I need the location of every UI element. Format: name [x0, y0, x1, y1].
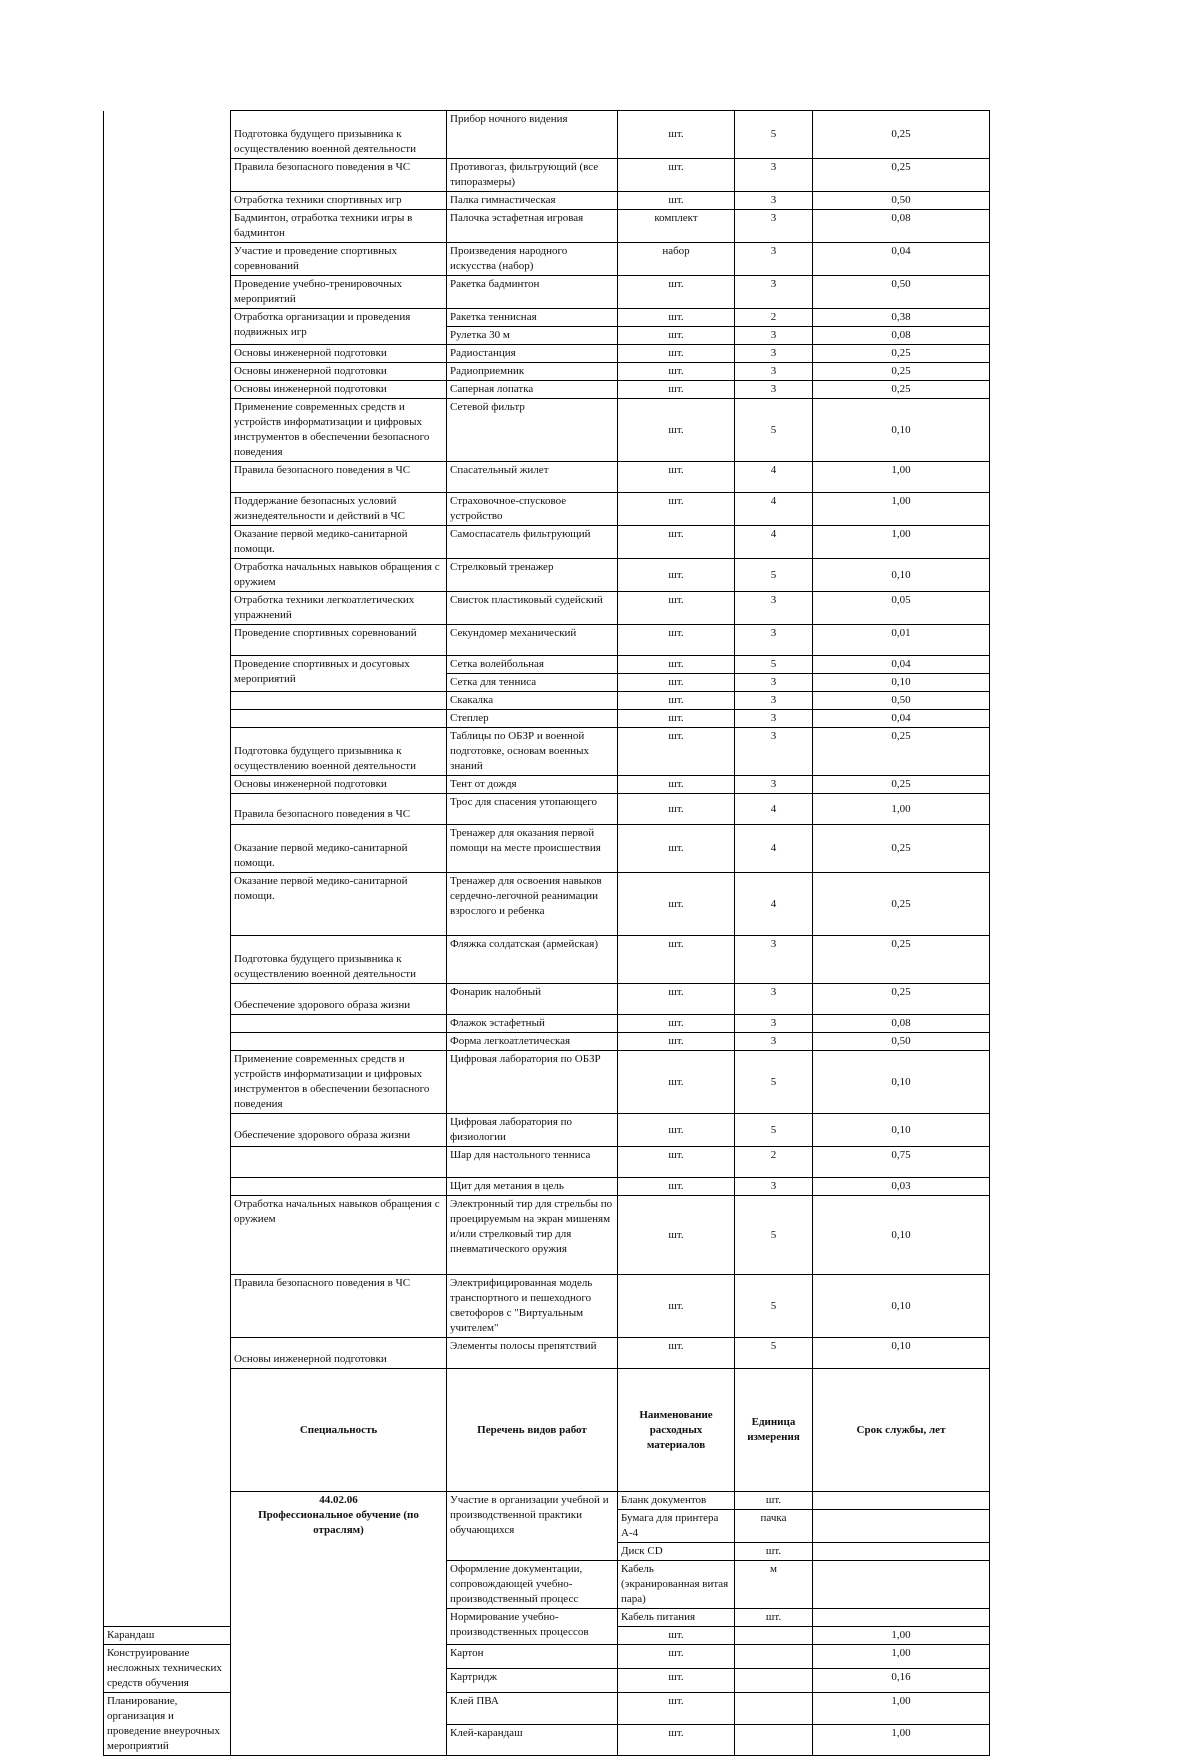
- material-cell: Спасательный жилет: [447, 462, 618, 493]
- need-cell: 0,50: [813, 276, 990, 309]
- work-cell: Оформление документации, сопровождающей учебно-производственный процесс: [447, 1561, 618, 1609]
- need-cell: 0,25: [813, 936, 990, 984]
- term-cell: 4: [735, 462, 813, 493]
- unit-cell: шт.: [618, 1114, 735, 1147]
- term-cell: 3: [735, 1015, 813, 1033]
- table-row: [104, 462, 990, 493]
- material-cell: Ракетка бадминтон: [447, 276, 618, 309]
- specialty-name: Профессиональное обучение (по отраслям): [258, 1509, 419, 1536]
- unit-cell: шт.: [618, 674, 735, 692]
- term-cell: [735, 1627, 813, 1645]
- table-row: [104, 1147, 990, 1178]
- need-cell: 0,50: [813, 692, 990, 710]
- work-cell: Основы инженерной подготовки: [231, 1338, 447, 1369]
- term-cell: 3: [735, 776, 813, 794]
- need-cell: 0,08: [813, 210, 990, 243]
- unit-cell: шт.: [618, 309, 735, 327]
- table-row: [104, 794, 990, 825]
- material-cell: Тренажер для оказания первой помощи на месте происшествия: [447, 825, 618, 873]
- table-row: [104, 1492, 990, 1510]
- term-cell: 3: [735, 710, 813, 728]
- material-cell: Сетка для тенниса: [447, 674, 618, 692]
- table-row: [104, 559, 990, 592]
- unit-cell: шт.: [618, 1645, 735, 1669]
- table-row: [104, 243, 990, 276]
- header-term: Срок службы, лет: [813, 1369, 990, 1492]
- material-cell: Картридж: [447, 1669, 618, 1693]
- unit-cell: шт.: [618, 559, 735, 592]
- need-cell: 0,25: [813, 111, 990, 159]
- material-cell: Бланк документов: [618, 1492, 735, 1510]
- work-cell: Нормирование учебно-производственных процессов: [447, 1609, 618, 1645]
- need-cell: 0,25: [813, 381, 990, 399]
- need-cell: 0,10: [813, 1275, 990, 1338]
- need-cell: 0,25: [813, 363, 990, 381]
- unit-cell: шт.: [618, 1033, 735, 1051]
- unit-cell: шт.: [618, 728, 735, 776]
- term-cell: 5: [735, 1114, 813, 1147]
- work-cell: Участие и проведение спортивных соревнований: [231, 243, 447, 276]
- term-cell: [813, 1510, 990, 1543]
- unit-cell: шт.: [618, 276, 735, 309]
- term-cell: 3: [735, 243, 813, 276]
- term-cell: 3: [735, 728, 813, 776]
- material-cell: Шар для настольного тенниса: [447, 1147, 618, 1178]
- table-row: [104, 159, 990, 192]
- unit-cell: шт.: [618, 192, 735, 210]
- work-cell: Правила безопасного поведения в ЧС: [231, 159, 447, 192]
- work-cell: Конструирование несложных технических средств обучения: [104, 1645, 231, 1693]
- need-cell: 0,10: [813, 399, 990, 462]
- material-cell: Форма легкоатлетическая: [447, 1033, 618, 1051]
- need-cell: 0,25: [813, 159, 990, 192]
- material-cell: Саперная лопатка: [447, 381, 618, 399]
- term-cell: 3: [735, 1033, 813, 1051]
- table-header-row: [104, 1369, 990, 1492]
- material-cell: Ракетка теннисная: [447, 309, 618, 327]
- table-row: [104, 710, 990, 728]
- work-cell: Отработка техники легкоатлетических упражнений: [231, 592, 447, 625]
- material-cell: Палочка эстафетная игровая: [447, 210, 618, 243]
- need-cell: 1,00: [813, 462, 990, 493]
- material-cell: Тент от дождя: [447, 776, 618, 794]
- material-cell: Прибор ночного видения: [447, 111, 618, 159]
- work-cell: Планирование, организация и проведение внеурочных мероприятий: [104, 1693, 231, 1756]
- unit-cell: шт.: [618, 1338, 735, 1369]
- table-row: [104, 210, 990, 243]
- term-cell: 3: [735, 1178, 813, 1196]
- material-cell: Электронный тир для стрельбы по проецируемым на экран мишеням и/или стрелковый тир для пневматического оружия: [447, 1196, 618, 1275]
- table-row: [104, 381, 990, 399]
- unit-cell: шт.: [618, 1693, 735, 1725]
- term-cell: 3: [735, 276, 813, 309]
- need-cell: 1,00: [813, 1645, 990, 1669]
- material-cell: Бумага для принтера А-4: [618, 1510, 735, 1543]
- term-cell: 4: [735, 794, 813, 825]
- unit-cell: шт.: [618, 1196, 735, 1275]
- unit-cell: шт.: [618, 399, 735, 462]
- term-cell: 3: [735, 592, 813, 625]
- material-cell: Кабель питания: [618, 1609, 735, 1627]
- unit-cell: шт.: [618, 710, 735, 728]
- material-cell: Палка гимнастическая: [447, 192, 618, 210]
- need-cell: 1,00: [813, 1627, 990, 1645]
- table-row: [104, 625, 990, 656]
- work-cell: Проведение учебно-тренировочных мероприятий: [231, 276, 447, 309]
- term-cell: 3: [735, 192, 813, 210]
- term-cell: 3: [735, 674, 813, 692]
- table-row: [104, 192, 990, 210]
- material-cell: Цифровая лаборатория по ОБЗР: [447, 1051, 618, 1114]
- term-cell: 5: [735, 656, 813, 674]
- need-cell: 0,05: [813, 592, 990, 625]
- term-cell: 5: [735, 1051, 813, 1114]
- unit-cell: шт.: [735, 1492, 813, 1510]
- need-cell: 1,00: [813, 493, 990, 526]
- term-cell: 3: [735, 210, 813, 243]
- material-cell: Сетка волейбольная: [447, 656, 618, 674]
- need-cell: 0,25: [813, 776, 990, 794]
- material-cell: Картон: [447, 1645, 618, 1669]
- work-cell: [231, 1178, 447, 1196]
- unit-cell: шт.: [618, 1669, 735, 1693]
- term-cell: 3: [735, 327, 813, 345]
- term-cell: 5: [735, 559, 813, 592]
- work-cell: [231, 692, 447, 710]
- unit-cell: шт.: [735, 1543, 813, 1561]
- unit-cell: шт.: [618, 1627, 735, 1645]
- table-row: [104, 309, 990, 327]
- term-cell: 3: [735, 363, 813, 381]
- unit-cell: набор: [618, 243, 735, 276]
- table-row: [104, 592, 990, 625]
- table-row: [104, 526, 990, 559]
- unit-cell: шт.: [618, 159, 735, 192]
- work-cell: Основы инженерной подготовки: [231, 776, 447, 794]
- unit-cell: шт.: [618, 984, 735, 1015]
- work-cell: Обеспечение здорового образа жизни: [231, 1114, 447, 1147]
- header-material: Наименование расходных материалов: [618, 1369, 735, 1492]
- table-row: [104, 399, 990, 462]
- need-cell: 0,04: [813, 243, 990, 276]
- term-cell: [813, 1492, 990, 1510]
- work-cell: [231, 1033, 447, 1051]
- term-cell: 3: [735, 984, 813, 1015]
- term-cell: 5: [735, 1275, 813, 1338]
- specialty-cell-empty: [104, 111, 231, 1627]
- material-cell: Электрифицированная модель транспортного и пешеходного светофоров с "Виртуальным учителем": [447, 1275, 618, 1338]
- material-cell: Скакалка: [447, 692, 618, 710]
- table-row: [104, 276, 990, 309]
- unit-cell: шт.: [618, 1178, 735, 1196]
- term-cell: 2: [735, 309, 813, 327]
- material-cell: Свисток пластиковый судейский: [447, 592, 618, 625]
- table-row: [104, 345, 990, 363]
- work-cell: Обеспечение здорового образа жизни: [231, 984, 447, 1015]
- work-cell: Оказание первой медико-санитарной помощи.: [231, 526, 447, 559]
- table-row: [104, 1015, 990, 1033]
- need-cell: 1,00: [813, 1693, 990, 1725]
- specialty-code: 44.02.06: [319, 1494, 358, 1506]
- material-cell: Произведения народного искусства (набор): [447, 243, 618, 276]
- term-cell: [735, 1645, 813, 1669]
- table-row: [104, 1178, 990, 1196]
- material-cell: Фляжка солдатская (армейская): [447, 936, 618, 984]
- material-cell: Стрелковый тренажер: [447, 559, 618, 592]
- work-cell: Правила безопасного поведения в ЧС: [231, 1275, 447, 1338]
- need-cell: 0,25: [813, 728, 990, 776]
- work-cell: Применение современных средств и устройств информатизации и цифровых инструментов в обеспечении безопасного поведения: [231, 1051, 447, 1114]
- need-cell: 0,25: [813, 984, 990, 1015]
- unit-cell: шт.: [618, 1015, 735, 1033]
- term-cell: 3: [735, 625, 813, 656]
- unit-cell: шт.: [618, 363, 735, 381]
- work-cell: Основы инженерной подготовки: [231, 363, 447, 381]
- table-row: [104, 1196, 990, 1275]
- unit-cell: шт.: [618, 381, 735, 399]
- work-cell: Основы инженерной подготовки: [231, 345, 447, 363]
- table-row: [104, 1051, 990, 1114]
- need-cell: 0,01: [813, 625, 990, 656]
- material-cell: Трос для спасения утопающего: [447, 794, 618, 825]
- need-cell: 1,00: [813, 526, 990, 559]
- term-cell: 3: [735, 381, 813, 399]
- unit-cell: шт.: [618, 794, 735, 825]
- need-cell: 0,08: [813, 1015, 990, 1033]
- need-cell: 0,25: [813, 873, 990, 936]
- work-cell: Подготовка будущего призывника к осуществлению военной деятельности: [231, 936, 447, 984]
- term-cell: 5: [735, 399, 813, 462]
- work-cell: Участие в организации учебной и производственной практики обучающихся: [447, 1492, 618, 1561]
- work-cell: Проведение спортивных и досуговых мероприятий: [231, 656, 447, 692]
- unit-cell: комплект: [618, 210, 735, 243]
- unit-cell: пачка: [735, 1510, 813, 1543]
- table-row: [104, 776, 990, 794]
- header-unit: Единица измерения: [735, 1369, 813, 1492]
- material-cell: Радиоприемник: [447, 363, 618, 381]
- table-row: [104, 1114, 990, 1147]
- material-cell: Щит для метания в цель: [447, 1178, 618, 1196]
- need-cell: 0,10: [813, 1114, 990, 1147]
- work-cell: [231, 1147, 447, 1178]
- term-cell: [813, 1561, 990, 1609]
- materials-table-page: [103, 110, 989, 1756]
- unit-cell: шт.: [618, 462, 735, 493]
- material-cell: Цифровая лаборатория по физиологии: [447, 1114, 618, 1147]
- table-row: [104, 1338, 990, 1369]
- need-cell: 0,08: [813, 327, 990, 345]
- need-cell: 0,10: [813, 1196, 990, 1275]
- unit-cell: шт.: [618, 493, 735, 526]
- term-cell: 4: [735, 825, 813, 873]
- material-cell: Кабель (экранированная витая пара): [618, 1561, 735, 1609]
- unit-cell: шт.: [618, 776, 735, 794]
- work-cell: Подготовка будущего призывника к осуществлению военной деятельности: [231, 728, 447, 776]
- term-cell: [735, 1669, 813, 1693]
- need-cell: 0,38: [813, 309, 990, 327]
- need-cell: 0,10: [813, 559, 990, 592]
- material-cell: Степлер: [447, 710, 618, 728]
- term-cell: 3: [735, 692, 813, 710]
- material-cell: Клей ПВА: [447, 1693, 618, 1725]
- term-cell: [735, 1724, 813, 1756]
- need-cell: 0,25: [813, 825, 990, 873]
- table-row: [104, 936, 990, 984]
- unit-cell: шт.: [618, 111, 735, 159]
- work-cell: [231, 710, 447, 728]
- term-cell: [813, 1543, 990, 1561]
- work-cell: Отработка начальных навыков обращения с оружием: [231, 1196, 447, 1275]
- unit-cell: шт.: [618, 656, 735, 674]
- table-row: [104, 111, 990, 159]
- material-cell: Радиостанция: [447, 345, 618, 363]
- term-cell: 4: [735, 526, 813, 559]
- material-cell: Клей-карандаш: [447, 1724, 618, 1756]
- materials-table: [103, 110, 990, 1756]
- need-cell: 0,10: [813, 1051, 990, 1114]
- need-cell: 0,10: [813, 674, 990, 692]
- work-cell: Отработка начальных навыков обращения с оружием: [231, 559, 447, 592]
- material-cell: Рулетка 30 м: [447, 327, 618, 345]
- term-cell: [735, 1693, 813, 1725]
- table-row: [104, 363, 990, 381]
- unit-cell: шт.: [618, 1724, 735, 1756]
- need-cell: 0,75: [813, 1147, 990, 1178]
- table-row: [104, 493, 990, 526]
- need-cell: 0,50: [813, 192, 990, 210]
- work-cell: Отработка техники спортивных игр: [231, 192, 447, 210]
- work-cell: Применение современных средств и устройств информатизации и цифровых инструментов в обеспечении безопасного поведения: [231, 399, 447, 462]
- need-cell: 0,10: [813, 1338, 990, 1369]
- unit-cell: шт.: [618, 345, 735, 363]
- work-cell: Оказание первой медико-санитарной помощи.: [231, 825, 447, 873]
- unit-cell: шт.: [618, 1147, 735, 1178]
- term-cell: 5: [735, 1338, 813, 1369]
- unit-cell: шт.: [618, 1275, 735, 1338]
- material-cell: Фонарик налобный: [447, 984, 618, 1015]
- unit-cell: м: [735, 1561, 813, 1609]
- unit-cell: шт.: [618, 692, 735, 710]
- table-row: [104, 984, 990, 1015]
- work-cell: Подготовка будущего призывника к осуществлению военной деятельности: [231, 111, 447, 159]
- material-cell: Секундомер механический: [447, 625, 618, 656]
- table-row: [104, 1033, 990, 1051]
- material-cell: Флажок эстафетный: [447, 1015, 618, 1033]
- header-specialty: Специальность: [231, 1369, 447, 1492]
- term-cell: 3: [735, 159, 813, 192]
- work-cell: Оказание первой медико-санитарной помощи.: [231, 873, 447, 936]
- need-cell: 1,00: [813, 1724, 990, 1756]
- unit-cell: шт.: [618, 825, 735, 873]
- work-cell: Правила безопасного поведения в ЧС: [231, 794, 447, 825]
- need-cell: 0,04: [813, 656, 990, 674]
- material-cell: Самоспасатель фильтрующий: [447, 526, 618, 559]
- term-cell: 4: [735, 873, 813, 936]
- material-cell: Таблицы по ОБЗР и военной подготовке, основам военных знаний: [447, 728, 618, 776]
- term-cell: 3: [735, 345, 813, 363]
- need-cell: 0,16: [813, 1669, 990, 1693]
- need-cell: 0,04: [813, 710, 990, 728]
- header-works: Перечень видов работ: [447, 1369, 618, 1492]
- work-cell: Бадминтон, отработка техники игры в бадминтон: [231, 210, 447, 243]
- work-cell: Правила безопасного поведения в ЧС: [231, 462, 447, 493]
- table-row: [104, 728, 990, 776]
- need-cell: 0,03: [813, 1178, 990, 1196]
- specialty-cell: [231, 1492, 447, 1756]
- unit-cell: шт.: [618, 625, 735, 656]
- material-cell: Диск CD: [618, 1543, 735, 1561]
- work-cell: [231, 1015, 447, 1033]
- material-cell: Сетевой фильтр: [447, 399, 618, 462]
- need-cell: 1,00: [813, 794, 990, 825]
- term-cell: 5: [735, 1196, 813, 1275]
- term-cell: 5: [735, 111, 813, 159]
- table-row: [104, 1275, 990, 1338]
- unit-cell: шт.: [618, 327, 735, 345]
- unit-cell: шт.: [735, 1609, 813, 1627]
- unit-cell: шт.: [618, 936, 735, 984]
- term-cell: 4: [735, 493, 813, 526]
- table-row: [104, 692, 990, 710]
- term-cell: 2: [735, 1147, 813, 1178]
- unit-cell: шт.: [618, 1051, 735, 1114]
- unit-cell: шт.: [618, 592, 735, 625]
- unit-cell: шт.: [618, 526, 735, 559]
- need-cell: 0,25: [813, 345, 990, 363]
- material-cell: Страховочное-спусковое устройство: [447, 493, 618, 526]
- term-cell: [813, 1609, 990, 1627]
- unit-cell: шт.: [618, 873, 735, 936]
- work-cell: Основы инженерной подготовки: [231, 381, 447, 399]
- work-cell: Отработка организации и проведения подвижных игр: [231, 309, 447, 345]
- work-cell: Проведение спортивных соревнований: [231, 625, 447, 656]
- work-cell: Поддержание безопасных условий жизнедеятельности и действий в ЧС: [231, 493, 447, 526]
- table-row: [104, 656, 990, 674]
- need-cell: 0,50: [813, 1033, 990, 1051]
- material-cell: Карандаш: [104, 1627, 231, 1645]
- material-cell: Элементы полосы препятствий: [447, 1338, 618, 1369]
- table-row: [104, 825, 990, 873]
- term-cell: 3: [735, 936, 813, 984]
- table-row: [104, 873, 990, 936]
- material-cell: Тренажер для освоения навыков сердечно-легочной реанимации взрослого и ребенка: [447, 873, 618, 936]
- material-cell: Противогаз, фильтрующий (все типоразмеры): [447, 159, 618, 192]
